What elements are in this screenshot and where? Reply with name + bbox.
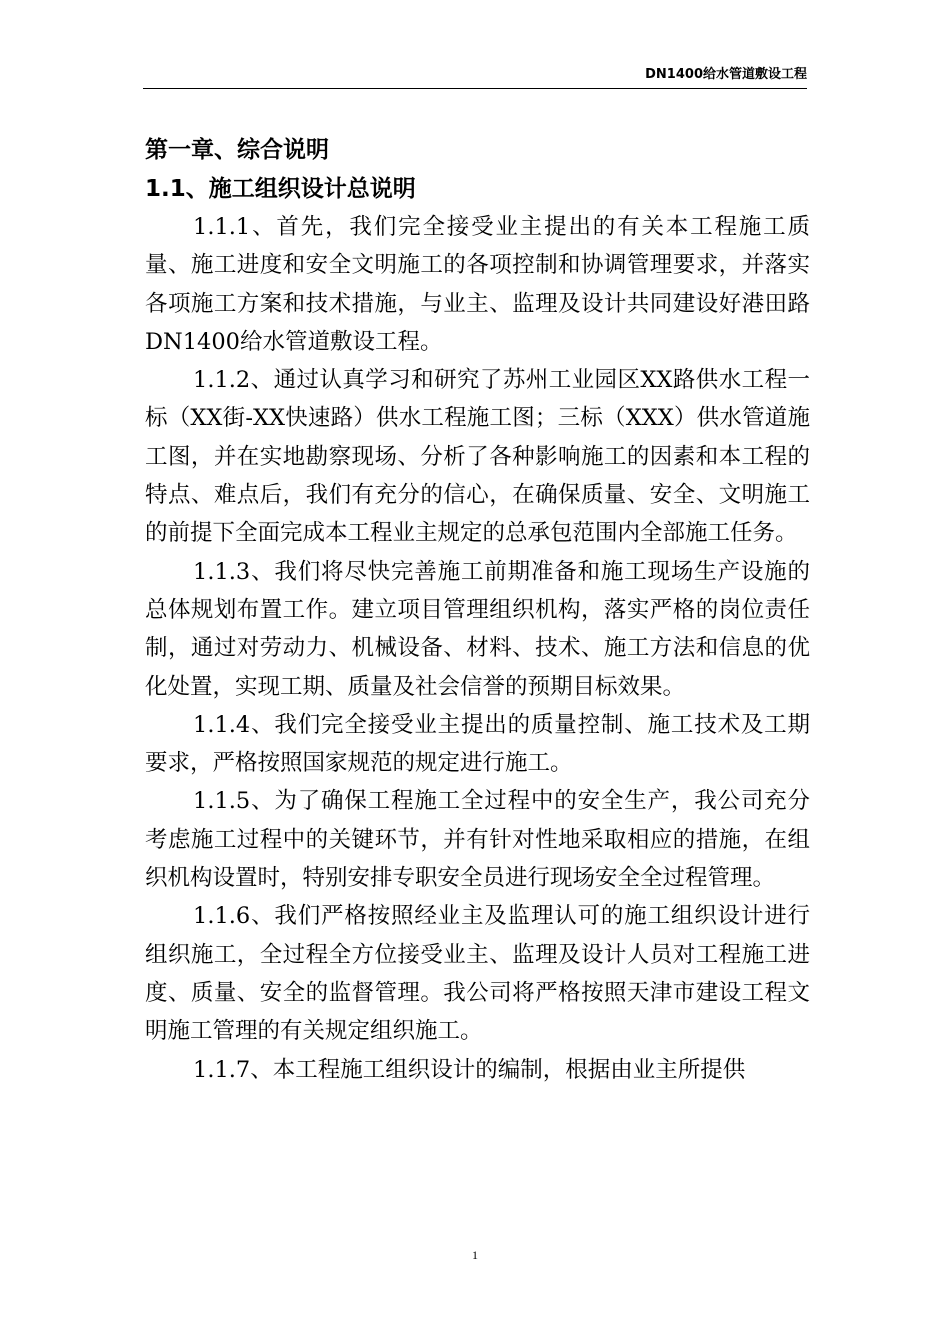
chapter-title: 第一章、综合说明 <box>145 137 329 163</box>
paragraph-1-1-3: 1.1.3、我们将尽快完善施工前期准备和施工现场生产设施的总体规划布置工作。建立项目管理组织机构，落实严格的岗位责任制，通过对劳动力、机械设备、材料、技术、施工方法和信息的优化处置，实现工期、质量及社会信誉的预期目标效果。 <box>145 558 810 700</box>
page-header <box>143 66 807 89</box>
paragraph-1-1-2: 1.1.2、通过认真学习和研究了苏州工业园区XX路供水工程一标（XX街-XX快速路）供水工程施工图；三标（XXX）供水管道施工图，并在实地勘察现场、分析了各种影响施工的因素和本工程的特点、难点后，我们有充分的信心，在确保质量、安全、文明施工的前提下全面完成本工程业主规定的总承包范围内全部施工任务。 <box>145 367 810 547</box>
section-title: 1.1、施工组织设计总说明 <box>145 176 416 202</box>
paragraph-1-1-5: 1.1.5、为了确保工程施工全过程中的安全生产，我公司充分考虑施工过程中的关键环节，并有针对性地采取相应的措施，在组织机构设置时，特别安排专职安全员进行现场安全全过程管理。 <box>145 788 810 892</box>
paragraph-1-1-6: 1.1.6、我们严格按照经业主及监理认可的施工组织设计进行组织施工，全过程全方位接受业主、监理及设计人员对工程施工进度、质量、安全的监督管理。我公司将严格按照天津市建设工程文明施工管理的有关规定组织施工。 <box>145 903 810 1045</box>
page-number: 1 <box>472 1248 478 1262</box>
header-title: DN1400给水管道敷设工程 <box>645 67 807 82</box>
paragraph-1-1-4: 1.1.4、我们完全接受业主提出的质量控制、施工技术及工期要求，严格按照国家规范的规定进行施工。 <box>145 711 810 777</box>
document-body <box>145 130 810 1089</box>
paragraph-1-1-7: 1.1.7、本工程施工组织设计的编制，根据由业主所提供 <box>193 1056 746 1083</box>
paragraph-1-1-1: 1.1.1、首先，我们完全接受业主提出的有关本工程施工质量、施工进度和安全文明施工的各项控制和协调管理要求，并落实各项施工方案和技术措施，与业主、监理及设计共同建设好港田路DN1400给水管道敷设工程。 <box>145 214 810 355</box>
